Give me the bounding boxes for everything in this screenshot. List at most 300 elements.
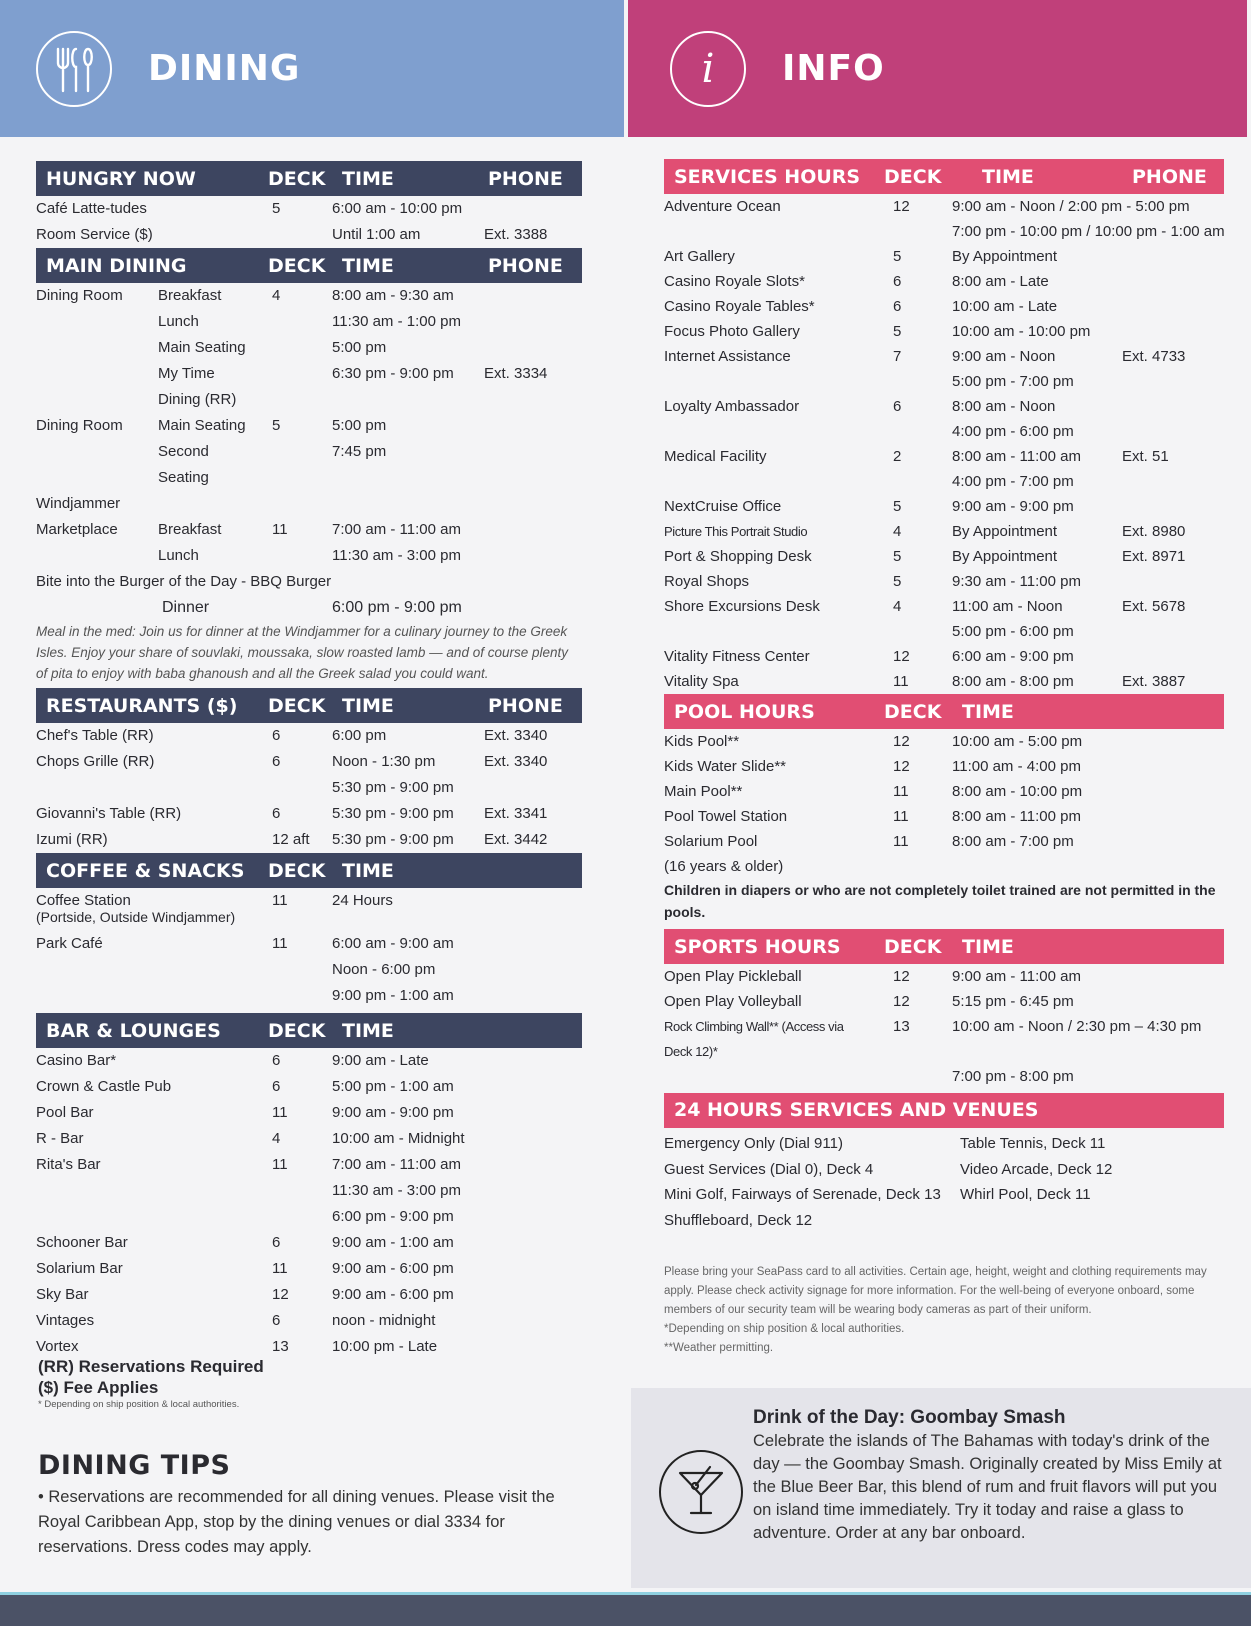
restaurants-table [36,723,582,853]
table-cell [1122,569,1214,594]
header-time: TIME [962,700,1014,723]
header-phone: PHONE [488,167,563,190]
cell [36,595,158,621]
table-row [36,1074,582,1100]
table-row [36,1256,582,1282]
table-row [36,335,582,361]
table-cell [478,1204,572,1230]
table-cell [478,1256,572,1282]
table-cell [664,1064,874,1089]
table-cell: 10:00 am - Midnight [332,1130,465,1147]
table-cell [478,439,572,491]
table-row [36,1100,582,1126]
venue-item: Emergency Only (Dial 911) [664,1135,843,1152]
table-cell: 6:00 am - 9:00 pm [952,648,1074,665]
table-cell: 7 [893,348,902,365]
table-cell: 12 [893,993,910,1010]
table-cell: Pool Bar [36,1104,94,1121]
table-cell: Windjammer [36,495,121,512]
table-cell [478,1334,572,1360]
table-cell [1122,419,1214,444]
venue-item: Shuffleboard, Deck 12 [664,1211,813,1229]
coffee-station-location: (Portside, Outside Windjammer) [36,909,236,925]
table-cell: 12 [893,733,910,750]
table-cell: 8:00 am - Noon [952,398,1056,415]
bars-table [36,1048,582,1360]
table-cell: Ext. 3341 [484,805,548,822]
table-cell: 6 [272,1234,281,1251]
table-row [36,801,582,827]
table-cell: 12 [893,758,910,775]
table-row [664,544,1224,569]
dining-column [36,161,582,1360]
table-cell: Shore Excursions Desk [664,598,820,615]
table-cell: Main Seating [158,339,246,356]
cocktail-icon [659,1450,743,1534]
table-cell: Chef's Table (RR) [36,727,154,744]
table-cell: Adventure Ocean [664,198,781,215]
table-cell [36,309,158,335]
table-row [664,294,1224,319]
table-cell: 12 [893,648,910,665]
table-cell: 11:30 am - 3:00 pm [332,547,461,564]
table-cell: Main Seating [158,417,246,434]
table-row [36,1282,582,1308]
table-cell [1122,644,1214,669]
table-cell: Vitality Spa [664,673,739,690]
dining-title: DINING [148,48,301,89]
table-cell: 13 [893,1018,910,1035]
table-cell: Ext. 3887 [1122,673,1186,690]
header-time: TIME [342,1019,394,1042]
table-cell [1122,829,1214,854]
header-label: BAR & LOUNGES [46,1019,221,1042]
table-row [36,957,582,983]
table-cell [258,957,332,983]
table-cell: 11 [893,673,909,690]
table-row [36,1178,582,1204]
table-cell [1122,779,1214,804]
table-cell: 5:30 pm - 9:00 pm [332,831,454,848]
table-cell [478,1100,572,1126]
table-cell: 6 [893,273,902,290]
table-row [664,754,1224,779]
table-cell [258,309,332,335]
table-cell: Chops Grille (RR) [36,753,155,770]
table-cell: 12 [272,1286,289,1303]
table-cell [258,983,332,1009]
table-cell: 9:00 pm - 1:00 am [332,987,454,1004]
header-phone: PHONE [1132,165,1207,188]
venue-item: Guest Services (Dial 0), Deck 4 [664,1160,874,1178]
table-cell: 12 [893,198,910,215]
venues24-header: 24 HOURS SERVICES AND VENUES [664,1093,1224,1128]
table-cell: 24 Hours [332,892,393,909]
table-cell [478,335,572,361]
table-cell [874,854,952,879]
table-cell: 11 [893,833,909,850]
table-cell [478,983,572,1009]
table-cell: 8:00 am - 7:00 pm [952,833,1074,850]
table-row [664,964,1224,989]
table-cell: Ext. 3334 [484,365,548,382]
table-row [36,1230,582,1256]
table-cell [874,369,952,394]
table-row [664,394,1224,419]
table-row [36,196,582,222]
header-label: RESTAURANTS ($) [46,694,238,717]
table-cell: 8:00 am - 10:00 pm [952,783,1083,800]
table-cell [258,361,332,413]
table-row [36,827,582,853]
table-cell [664,419,874,444]
table-cell [1122,269,1214,294]
drink-title: Drink of the Day: Goombay Smash [753,1407,1066,1428]
fineprint-note2: **Weather permitting. [664,1342,774,1354]
table-cell: 6:00 am - 10:00 pm [332,200,463,217]
table-cell: 4:00 pm - 6:00 pm [952,423,1074,440]
table-cell: noon - midnight [332,1312,436,1329]
table-cell [36,439,158,491]
table-cell: 11 [272,1104,288,1121]
cell: 6:00 pm - 9:00 pm [332,599,462,616]
main-dining-header [36,248,582,283]
table-row [664,594,1224,619]
table-cell: Ext. 3388 [484,226,548,243]
table-cell: Port & Shopping Desk [664,548,812,565]
table-cell: Second Seating [158,443,209,486]
table-cell: Lunch [158,313,199,330]
table-cell: 4 [272,1130,281,1147]
table-row [664,1064,1224,1089]
table-cell [478,196,572,222]
table-cell: 5:30 pm - 9:00 pm [332,805,454,822]
table-cell: 6 [893,298,902,315]
table-cell: Ext. 4733 [1122,348,1186,365]
table-row [664,829,1224,854]
table-cell: 6 [272,1078,281,1095]
table-cell: 6 [272,1052,281,1069]
dining-tips-text: • Reservations are recommended for all dining venues. Please visit the Royal Caribbean App, stop by the dining venues or dial 3334 for reservations. Dress codes may apply. [38,1488,555,1556]
table-cell [258,222,332,248]
table-cell [478,1152,572,1178]
table-cell [664,619,874,644]
table-cell: 6 [272,753,281,770]
table-cell [478,1126,572,1152]
table-cell: R - Bar [36,1130,84,1147]
table-cell [1122,989,1214,1014]
table-cell: My Time Dining (RR) [158,365,237,408]
table-cell: 9:00 am - 1:00 am [332,1234,454,1251]
table-cell: 11:30 am - 3:00 pm [332,1182,461,1199]
table-cell: Casino Royale Slots* [664,273,805,290]
table-cell: 11:30 am - 1:00 pm [332,313,461,330]
table-cell [36,543,158,569]
table-cell: 5:00 pm - 1:00 am [332,1078,454,1095]
table-cell: Café Latte-tudes [36,200,147,217]
table-cell [36,983,158,1009]
table-row [664,669,1224,694]
header-time: TIME [342,694,394,717]
header-deck: DECK [884,700,942,723]
special-title: Bite into the Burger of the Day - BBQ Burger [36,573,332,590]
table-cell [1122,854,1214,879]
table-row [36,1308,582,1334]
table-cell [1122,469,1214,494]
table-cell [664,369,874,394]
table-cell: 11 [893,783,909,800]
table-row [664,469,1224,494]
table-row [664,519,1224,544]
header-deck: DECK [268,694,326,717]
dining-tips [38,1450,598,1560]
table-cell [874,469,952,494]
table-cell [258,543,332,569]
header-label: POOL HOURS [674,700,815,723]
table-cell [258,335,332,361]
cell [478,595,572,621]
venues24-left [664,1131,960,1233]
table-cell [1122,294,1214,319]
table-row [664,319,1224,344]
table-cell [1122,394,1214,419]
table-cell: 5 [893,323,902,340]
table-cell [1122,964,1214,989]
table-row [36,309,582,335]
table-cell: 5:30 pm - 9:00 pm [332,779,454,796]
header-phone: PHONE [488,254,563,277]
info-icon: i [670,31,746,107]
table-cell: 4:00 pm - 7:00 pm [952,473,1074,490]
table-cell [36,957,158,983]
table-cell [258,491,332,517]
info-banner [628,0,1247,137]
table-cell: 9:00 am - 6:00 pm [332,1260,454,1277]
table-cell: Rita's Bar [36,1156,101,1173]
drink-of-the-day [631,1388,1251,1588]
venue-item: Whirl Pool, Deck 11 [960,1186,1091,1203]
table-cell: 10:00 am - 5:00 pm [952,733,1083,750]
table-cell: Ext. 8971 [1122,548,1186,565]
fineprint-note1: *Depending on ship position & local authorities. [664,1323,905,1335]
table-row [36,1152,582,1178]
table-cell [158,957,258,983]
table-cell [478,888,572,914]
table-cell: 8:00 am - 11:00 pm [952,808,1081,825]
info-column [664,159,1224,1358]
table-cell: Sky Bar [36,1286,89,1303]
table-cell [158,983,258,1009]
header-label: MAIN DINING [46,254,187,277]
table-row [664,779,1224,804]
table-row [664,244,1224,269]
table-row [664,194,1224,219]
table-row [664,494,1224,519]
table-cell: 10:00 pm - Late [332,1338,438,1355]
table-cell: 11:00 am - Noon [952,598,1063,615]
header-deck: DECK [268,859,326,882]
table-cell: Open Play Volleyball [664,993,802,1010]
table-cell: 7:00 am - 11:00 am [332,1156,461,1173]
table-row [664,269,1224,294]
table-cell: 6 [272,805,281,822]
table-cell: Solarium Pool [664,833,758,850]
venues24-right [960,1131,1224,1233]
table-cell: 5 [893,573,902,590]
table-cell: 11 [272,1260,288,1277]
table-cell: By Appointment [952,248,1058,265]
table-cell: 5 [272,200,281,217]
table-row [36,1048,582,1074]
table-cell: Noon - 1:30 pm [332,753,436,770]
table-row [664,644,1224,669]
header-time: TIME [342,859,394,882]
table-cell: Kids Pool** [664,733,740,750]
header-label: SERVICES HOURS [674,165,861,188]
header-label: COFFEE & SNACKS [46,859,245,882]
table-cell [1122,804,1214,829]
table-cell: Casino Royale Tables* [664,298,815,315]
table-cell: 9:00 am - 9:00 pm [952,498,1074,515]
table-cell: Ext. 3340 [484,753,548,770]
header-deck: DECK [268,254,326,277]
table-row [36,283,582,309]
table-row [664,444,1224,469]
coffee-table [36,888,582,1009]
table-row [664,569,1224,594]
table-row [664,344,1224,369]
table-cell: 13 [272,1338,289,1355]
table-cell [1122,619,1214,644]
table-row [36,1126,582,1152]
table-cell [36,335,158,361]
table-cell [478,491,572,517]
table-cell: Noon - 6:00 pm [332,961,436,978]
table-row [664,1014,1224,1064]
table-cell [478,1048,572,1074]
table-cell: 10:00 am - 10:00 pm [952,323,1091,340]
pool-table [664,729,1224,879]
table-cell [478,775,572,801]
table-row [36,983,582,1009]
table-row [664,989,1224,1014]
table-cell [478,931,572,957]
header-label: SPORTS HOURS [674,935,841,958]
table-cell: 8:00 am - 9:30 am [332,287,454,304]
table-cell: 11 [272,521,288,538]
table-cell: 11 [893,808,909,825]
table-cell [158,775,258,801]
table-cell [1122,494,1214,519]
table-cell: 5:00 pm [332,417,387,434]
table-cell [478,1308,572,1334]
table-cell: 4 [893,523,902,540]
table-cell [1122,319,1214,344]
venue-item: Mini Golf, Fairways of Serenade, Deck 13 [664,1186,941,1203]
table-cell: 6:30 pm - 9:00 pm [332,365,454,382]
header-time: TIME [342,167,394,190]
table-cell: 11 [272,892,288,909]
legend-fee: ($) Fee Applies [38,1378,159,1397]
venue-item: Video Arcade, Deck 12 [960,1160,1113,1178]
table-cell [36,361,158,413]
table-cell: 9:00 am - 11:00 am [952,968,1081,985]
table-cell: 7:00 pm - 10:00 pm / 10:00 pm - 1:00 am [952,223,1225,240]
services-table [664,194,1224,694]
table-cell: 8:00 am - 8:00 pm [952,673,1074,690]
header-time: TIME [962,935,1014,958]
table-row [664,219,1224,244]
table-cell: Ext. 5678 [1122,598,1186,615]
table-row [664,854,1224,879]
table-cell: Lunch [158,547,199,564]
table-cell: By Appointment [952,548,1058,565]
table-cell [874,619,952,644]
header-time: TIME [342,254,394,277]
table-cell: NextCruise Office [664,498,782,515]
table-cell: 5:00 pm - 7:00 pm [952,373,1074,390]
table-cell: 4 [272,287,281,304]
table-cell: 8:00 am - Late [952,273,1049,290]
table-cell: 11 [272,935,288,952]
legend-note: * Depending on ship position & local authorities. [38,1399,240,1410]
table-cell: 2 [893,448,902,465]
restaurants-header [36,688,582,723]
table-row [36,222,582,248]
table-cell: Internet Assistance [664,348,791,365]
table-cell [1122,1064,1214,1089]
table-cell: Park Café [36,935,103,952]
table-row [36,775,582,801]
table-cell: Room Service ($) [36,226,153,243]
table-cell: Breakfast [158,287,222,304]
table-cell: Dining Room [36,417,123,434]
table-cell [478,543,572,569]
header-deck: DECK [884,935,942,958]
drink-text [753,1406,1239,1545]
table-cell [664,219,874,244]
header-deck: DECK [268,167,326,190]
table-cell [36,775,158,801]
table-cell: Crown & Castle Pub [36,1078,172,1095]
dining-tips-title: DINING TIPS [38,1450,231,1481]
sports-header [664,929,1224,964]
table-cell [664,469,874,494]
table-cell: Open Play Pickleball [664,968,802,985]
table-cell: Izumi (RR) [36,831,108,848]
legend-rr: (RR) Reservations Required [38,1357,264,1376]
table-cell [478,413,572,439]
table-cell: Pool Towel Station [664,808,788,825]
table-row [36,543,582,569]
table-cell: 10:00 am - Noon / 2:30 pm – 4:30 pm [952,1018,1202,1035]
table-cell: Loyalty Ambassador [664,398,800,415]
table-cell: 9:00 am - 6:00 pm [332,1286,454,1303]
table-cell [952,854,1122,879]
table-cell: Main Pool** [664,783,743,800]
table-cell: 6:00 pm - 9:00 pm [332,1208,454,1225]
special-title-row [36,569,582,595]
drink-description: Celebrate the islands of The Bahamas with today's drink of the day — the Goombay Smash. Originally created by Miss Emily at the Blue Beer Bar, this blend of rum and fruit flavors will put you on island time immediately. Try it today and raise a glass to adventure. Order at any bar onboard. [753,1432,1222,1542]
table-cell: 7:45 pm [332,443,387,460]
table-row [36,491,582,517]
table-cell [478,1178,572,1204]
table-cell: Vitality Fitness Center [664,648,810,665]
table-cell: 6 [893,398,902,415]
bars-header [36,1013,582,1048]
table-row [664,419,1224,444]
table-row [36,1204,582,1230]
